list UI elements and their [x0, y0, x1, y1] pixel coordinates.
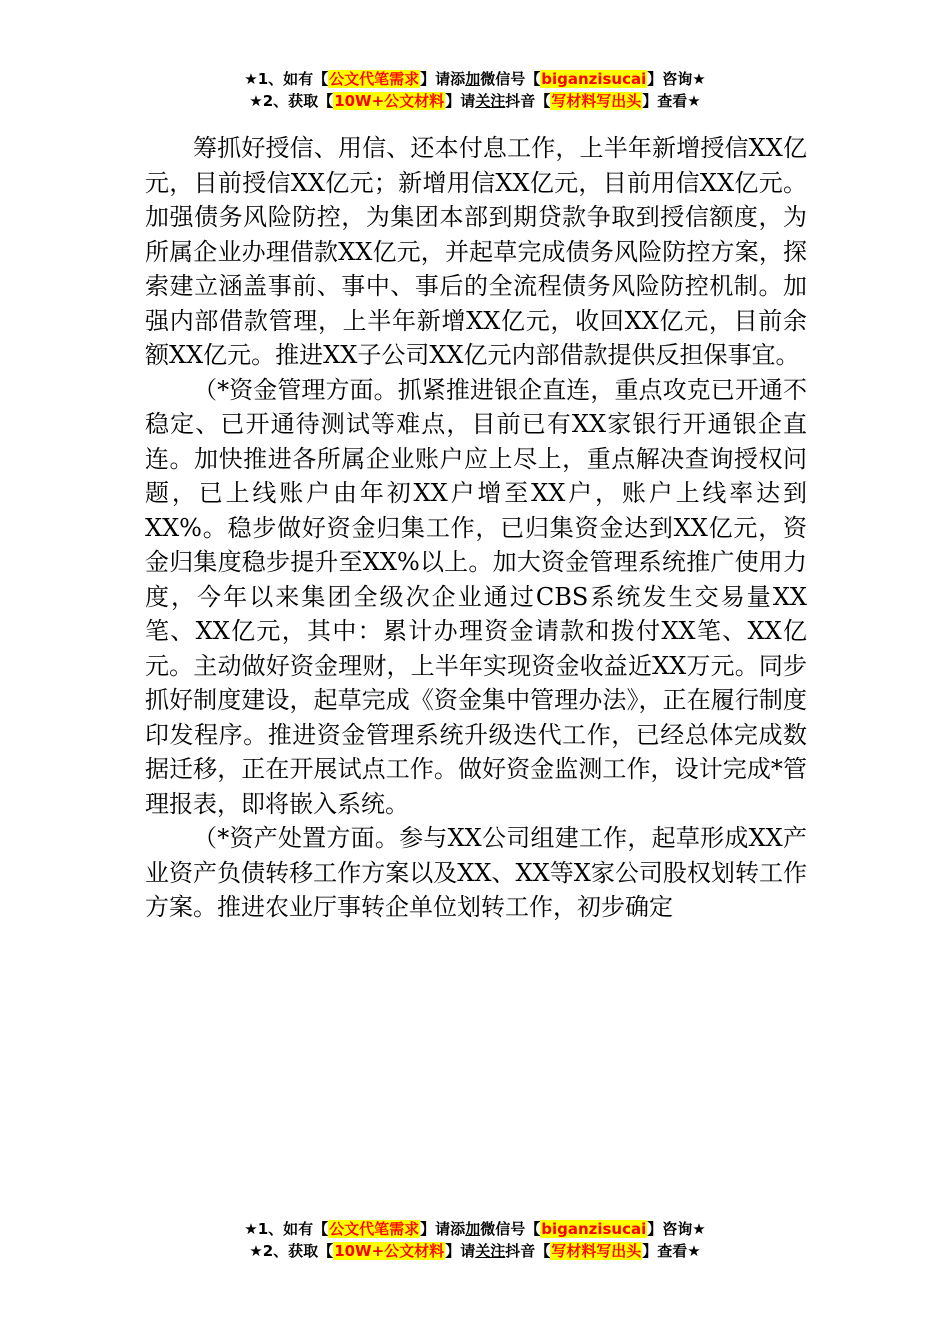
banner-text: 】咨询★ — [647, 1220, 706, 1238]
banner-text: ★1、如有【 — [244, 1220, 329, 1238]
document-body — [145, 131, 807, 925]
header-line-2 — [0, 90, 950, 112]
footer-line-2 — [0, 1240, 950, 1262]
paragraph: （*资产处置方面。参与XX公司组建工作，起草形成XX产业资产负债转移工作方案以及XX、XX等X家公司股权划转工作方案。推进农业厅事转企单位划转工作，初步确定 — [145, 824, 807, 921]
paragraph: 筹抓好授信、用信、还本付息工作，上半年新增授信XX亿元，目前授信XX亿元；新增用信XX亿元，目前用信XX亿元。加强债务风险防控，为集团本部到期贷款争取到授信额度，为所属企业办理借款XX亿元，并起草完成债务风险防控方案，探索建立涵盖事前、事中、事后的全流程债务风险防控机制。加强内部借款管理，上半年新增XX亿元，收回XX亿元，目前余额XX亿元。推进XX子公司XX亿元内部借款提供反担保事宜。 — [145, 134, 807, 369]
underlined-text: 关注 — [475, 92, 506, 110]
highlight-text: 10W+公文材料 — [334, 1242, 445, 1260]
highlight-text: 公文代笔需求 — [329, 1220, 420, 1238]
banner-text: 】请 — [445, 92, 476, 110]
banner-text: 】咨询★ — [647, 70, 706, 88]
banner-text: 抖音【 — [505, 1242, 551, 1260]
paragraph: （*资金管理方面。抓紧推进银企直连，重点攻克已开通不稳定、已开通待测试等难点，目前已有XX家银行开通银企直连。加快推进各所属企业账户应上尽上，重点解决查询授权问题，已上线账户由年初XX户增至XX户，账户上线率达到XX%。稳步做好资金归集工作，已归集资金达到XX亿元，资金归集度稳步提升至XX%以上。加大资金管理系统推广使用力度，今年以来集团全级次企业通过CBS系统发生交易量XX笔、XX亿元，其中：累计办理资金请款和拨付XX笔、XX亿元。主动做好资金理财，上半年实现资金收益近XX万元。同步抓好制度建设，起草完成《资金集中管理办法》，正在履行制度印发程序。推进资金管理系统升级迭代工作，已经总体完成数据迁移，正在开展试点工作。做好资金监测工作，设计完成*管理报表，即将嵌入系统。 — [145, 375, 807, 818]
header-line-1 — [0, 68, 950, 90]
banner-text: 抖音【 — [505, 92, 551, 110]
footer-line-1 — [0, 1218, 950, 1240]
banner-text: ★1、如有【 — [244, 70, 329, 88]
highlight-text: biganzisucai — [541, 1220, 647, 1238]
banner-text: 微信号【 — [480, 1220, 541, 1238]
banner-text: 】请添 — [420, 1220, 466, 1238]
highlight-text: 公文代笔需求 — [329, 70, 420, 88]
highlight-text: 写材料写出头 — [551, 1242, 642, 1260]
banner-text: ★2、获取【 — [249, 92, 334, 110]
footer-banner — [0, 1218, 950, 1262]
underlined-text: 加 — [465, 70, 481, 88]
underlined-text: 加 — [465, 1220, 481, 1238]
highlight-text: 写材料写出头 — [551, 92, 642, 110]
highlight-text: biganzisucai — [541, 70, 647, 88]
underlined-text: 关注 — [475, 1242, 506, 1260]
banner-text: 】请添 — [420, 70, 466, 88]
header-banner — [0, 68, 950, 112]
banner-text: ★2、获取【 — [249, 1242, 334, 1260]
banner-text: 】查看★ — [642, 92, 701, 110]
highlight-text: 10W+公文材料 — [334, 92, 445, 110]
banner-text: 微信号【 — [480, 70, 541, 88]
banner-text: 】请 — [445, 1242, 476, 1260]
banner-text: 】查看★ — [642, 1242, 701, 1260]
